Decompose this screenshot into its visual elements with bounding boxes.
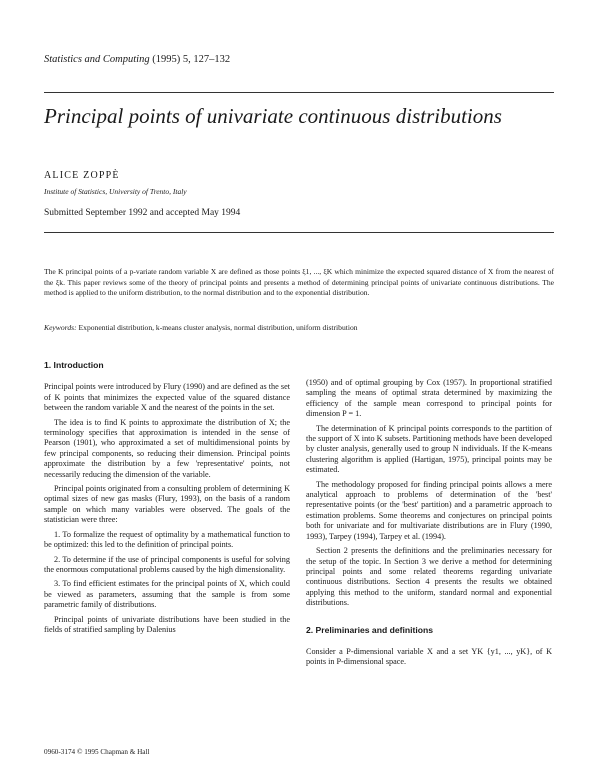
journal-name: Statistics and Computing <box>44 54 150 65</box>
top-divider <box>44 92 554 93</box>
paper-title: Principal points of univariate continuous distributions <box>44 104 502 128</box>
paragraph: Principal points of univariate distributions have been studied in the fields of stratified sampling by Dalenius <box>44 614 290 634</box>
submission-dates: Submitted September 1992 and accepted May 1994 <box>44 208 241 218</box>
paragraph: Consider a P-dimensional variable X and a set YK {y1, ..., yK}, of K points in P-dimensional space. <box>306 646 552 667</box>
copyright-notice: 0960-3174 © 1995 Chapman & Hall <box>44 748 150 756</box>
keywords-label: Keywords: <box>44 323 77 332</box>
header-divider <box>44 232 554 233</box>
journal-citation <box>44 54 230 65</box>
list-item: 1. To formalize the request of optimality by a mathematical function to be optimized: this led to the definition of principal points. <box>44 529 290 550</box>
journal-year: (1995) <box>152 54 181 65</box>
section-heading-introduction: 1. Introduction <box>44 360 104 370</box>
paragraph: (1950) and of optimal grouping by Cox (1957). In proportional stratified sampling the means of optimal strata determined by maximizing the efficiency of the sample mean correspond to principal points for dimension P = 1. <box>306 378 552 419</box>
abstract: The K principal points of a p-variate random variable X are defined as those points ξ1, ..., ξK which minimize the expected squared distance of X from the nearest of the ξk. This paper reviews some of the theory of principal points and presents a method of determining principal points of univariate continuous distributions. The method is applied to the uniform distribution, to the normal distribution and to the exponential distribution. <box>44 267 554 297</box>
paragraph: Principal points originated from a consulting problem of determining K optimal sizes of new gas masks (Flury, 1993), on the basis of a random sample on which many variables were observed. The goals of the statistician were three: <box>44 484 290 525</box>
list-item: 2. To determine if the use of principal components is useful for solving the enormous computational problems caused by the high dimensionality. <box>44 554 290 574</box>
paragraph: The determination of K principal points corresponds to the partition of the support of X into K subsets. Partitioning methods have been developed by cluster analysis, generally used to group N individuals. If the K-means clustering algorithm is applied (Hartigan, 1975), principal points may be estimated. <box>306 423 552 475</box>
paragraph: The idea is to find K points to approximate the distribution of X; the terminology specifies that approximation is intended in the sense of Pearson (1901), who approximated a set of multidimensional points by few principal components, so reducing their dimension. Principal points approximate the distribution by a few 'representative' points, not necessarily reducing the dimension of the variable. <box>44 417 290 479</box>
left-column <box>44 360 290 639</box>
list-item: 3. To find efficient estimates for the principal points of X, which could be viewed as parameters, assuming that the sample is from some parametric family of distributions. <box>44 579 290 610</box>
paragraph: The methodology proposed for finding principal points allows a mere analytical approach to problems of determination of the 'best' representative points (or the 'best' partition) and a parametric approach to estimation problems. Some theorems and conjectures on principal points both for univariate and for multivariate distributions are in Flury (1990, 1993), Tarpey (1994), Tarpey et al. (1994). <box>306 479 552 541</box>
section-heading-preliminaries: 2. Preliminaries and definitions <box>306 624 434 635</box>
paragraph: Principal points were introduced by Flury (1990) and are defined as the set of K points that minimizes the expected value of the squared distance between the random variable X and the nearest of the points in the set. <box>44 382 290 413</box>
keywords-text: Exponential distribution, k-means cluster analysis, normal distribution, uniform distribution <box>78 323 358 332</box>
keywords <box>44 323 554 334</box>
journal-volume-pages: 5, 127–132 <box>182 54 231 65</box>
right-column <box>306 378 552 672</box>
paragraph: Section 2 presents the definitions and the preliminaries necessary for the setup of the topic. In Section 3 we derive a method for determining principal points and some related theorems regarding univariate continuous distributions. Section 4 presents the results we obtained applying this method to the uniform, standard normal and exponential distributions. <box>306 546 552 608</box>
author-affiliation: Institute of Statistics, University of Trento, Italy <box>44 187 187 196</box>
author-name: ALICE ZOPPÈ <box>44 170 120 181</box>
